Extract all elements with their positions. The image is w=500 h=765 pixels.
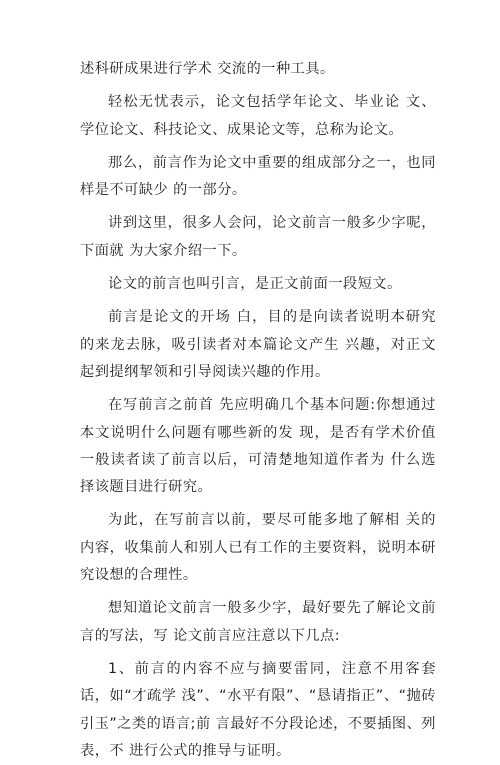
paragraph-8: 为此，在写前言以前，要尽可能多地了解相 关的内容，收集前人和别人已有工作的主要资料，说明本研究设想的合理性。: [80, 512, 436, 584]
paragraph-2: 轻松无忧表示，论文包括学年论文、毕业论 文、学位论文、科技论文、成果论文等，总称为论文。: [80, 94, 436, 138]
paragraph-7: 在写前言之前首 先应明确几个基本问题:你想通过本文说明什么问题有哪些新的发 现，是否有学术价值一般读者读了前言以后，可清楚地知道作者为 什么选 择该题目进行研究。: [80, 397, 442, 496]
paragraph-10: 1、前言的内容不应与摘要雷同，注意不用客套话，如“才疏学 浅”、“水平有限”、“恳请指正”、“抛砖引玉”之类的语言;前 言最好不分段论述，不要插图、列表，不 进行公式的推导与证明。: [80, 660, 436, 759]
paragraph-1: 述科研成果进行学术 交流的一种工具。: [80, 61, 335, 77]
paragraph-5: 论文的前言也叫引言，是正文前面一段短文。: [108, 276, 402, 293]
document-body: [80, 56, 442, 765]
paragraph-6: 前言是论文的开场 白，目的是向读者说明本研究的来龙去脉，吸引读者对本篇论文产生 兴趣，对正文起到提纲挈领和引导阅读兴趣的作用。: [80, 309, 436, 380]
paragraph-9: 想知道论文前言一般多少字，最好要先了解论文前言的写法，写 论文前言应注意以下几点:: [80, 600, 436, 644]
paragraph-3: 那么，前言作为论文中重要的组成部分之一，也同样是不可缺少 的一部分。: [80, 154, 436, 199]
paragraph-4: 讲到这里，很多人会问，论文前言一般多少字呢，下面就 为大家介绍一下。: [80, 215, 436, 259]
